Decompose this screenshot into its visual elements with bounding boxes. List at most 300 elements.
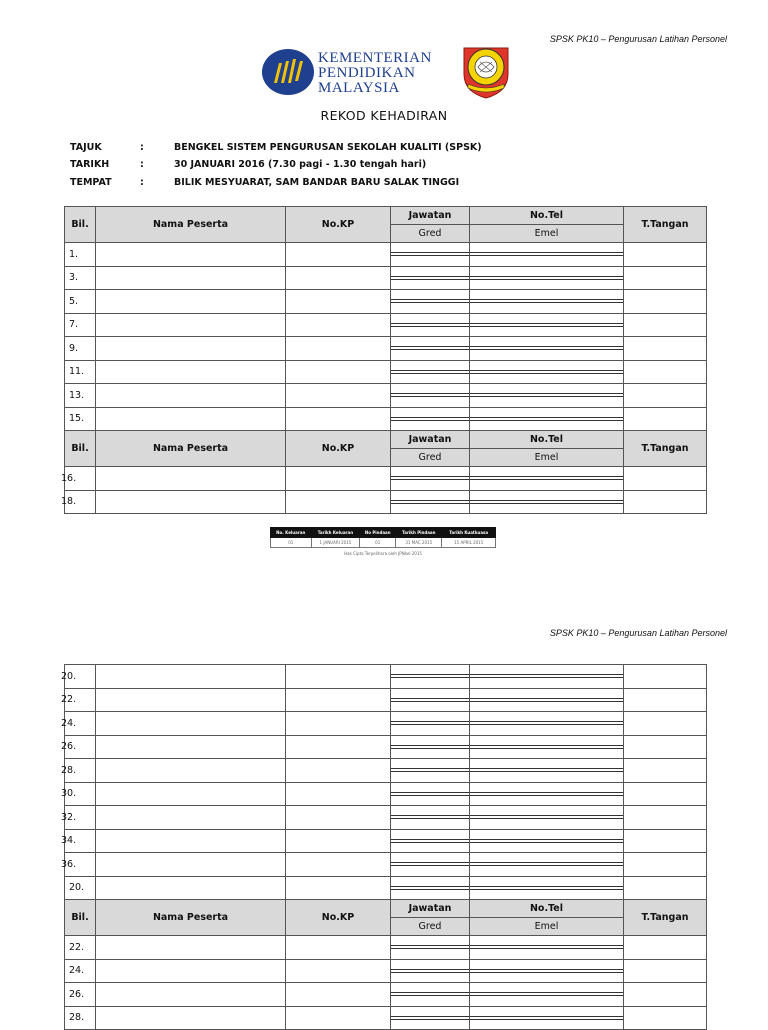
info-separator: : (140, 177, 144, 188)
cell-divider (391, 839, 469, 840)
cell-nokp[interactable] (286, 806, 391, 830)
cell-nokp[interactable] (286, 384, 391, 408)
cell-tandatangan[interactable] (624, 806, 707, 830)
cell-nama[interactable] (96, 829, 286, 853)
cell-jawatan-gred[interactable] (391, 829, 470, 853)
cell-divider (391, 948, 469, 949)
cell-bil: 18. (65, 490, 96, 514)
cell-divider (470, 677, 623, 678)
revision-header: Tarikh Keluaran (311, 528, 360, 538)
cell-jawatan-gred[interactable] (391, 384, 470, 408)
col-header-nama: Nama Peserta (96, 900, 286, 936)
cell-divider (470, 420, 623, 421)
cell-tel-emel[interactable] (470, 490, 624, 514)
col-header-nokp: No.KP (286, 900, 391, 936)
table-row (65, 782, 707, 806)
cell-tel-emel[interactable] (470, 735, 624, 759)
cell-divider (470, 393, 623, 394)
cell-divider (470, 396, 623, 397)
cell-tel-emel[interactable] (470, 290, 624, 314)
cell-bil: 22. (65, 936, 96, 960)
revision-value: 01 (271, 538, 312, 548)
cell-bil: 28. (65, 759, 96, 783)
cell-jawatan-gred[interactable] (391, 853, 470, 877)
cell-tel-emel[interactable] (470, 384, 624, 408)
cell-nama[interactable] (96, 313, 286, 337)
cell-divider (391, 252, 469, 253)
cell-tel-emel[interactable] (470, 782, 624, 806)
cell-bil: 32. (65, 806, 96, 830)
col-header-notel: No.Tel (470, 431, 624, 449)
cell-divider (391, 818, 469, 819)
col-header-nokp: No.KP (286, 431, 391, 467)
cell-tandatangan[interactable] (624, 983, 707, 1007)
cell-jawatan-gred[interactable] (391, 806, 470, 830)
col-header-bil: Bil. (65, 431, 96, 467)
col-header-notel: No.Tel (470, 900, 624, 918)
cell-tandatangan[interactable] (624, 688, 707, 712)
cell-tandatangan[interactable] (624, 876, 707, 900)
cell-divider (391, 721, 469, 722)
cell-divider (470, 500, 623, 501)
cell-divider (391, 748, 469, 749)
cell-nama[interactable] (96, 407, 286, 431)
cell-divider (391, 945, 469, 946)
cell-nokp[interactable] (286, 360, 391, 384)
cell-divider (391, 889, 469, 890)
cell-divider (470, 252, 623, 253)
table-row (65, 360, 707, 384)
cell-nama[interactable] (96, 983, 286, 1007)
cell-bil: 16. (65, 467, 96, 491)
cell-tandatangan[interactable] (624, 467, 707, 491)
cell-divider (391, 396, 469, 397)
cell-divider (470, 745, 623, 746)
col-header-nama: Nama Peserta (96, 207, 286, 243)
cell-divider (470, 255, 623, 256)
table-row (65, 853, 707, 877)
cell-nokp[interactable] (286, 936, 391, 960)
info-separator: : (140, 142, 144, 153)
cell-tel-emel[interactable] (470, 467, 624, 491)
cell-jawatan-gred[interactable] (391, 876, 470, 900)
table-row (65, 688, 707, 712)
col-header-notel: No.Tel (470, 207, 624, 225)
cell-nama[interactable] (96, 735, 286, 759)
cell-tandatangan[interactable] (624, 490, 707, 514)
cell-divider (470, 276, 623, 277)
cell-nama[interactable] (96, 876, 286, 900)
cell-nama[interactable] (96, 337, 286, 361)
table-row (65, 959, 707, 983)
cell-divider (470, 948, 623, 949)
cell-jawatan-gred[interactable] (391, 688, 470, 712)
cell-bil: 7. (65, 313, 96, 337)
cell-divider (391, 795, 469, 796)
table-row (65, 337, 707, 361)
col-header-emel: Emel (470, 918, 624, 936)
cell-jawatan-gred[interactable] (391, 243, 470, 267)
cell-jawatan-gred[interactable] (391, 407, 470, 431)
cell-nokp[interactable] (286, 983, 391, 1007)
cell-tandatangan[interactable] (624, 384, 707, 408)
col-header-jawatan: Jawatan (391, 900, 470, 918)
cell-tel-emel[interactable] (470, 337, 624, 361)
cell-divider (470, 1016, 623, 1017)
col-header-nama: Nama Peserta (96, 431, 286, 467)
cell-tandatangan[interactable] (624, 936, 707, 960)
cell-jawatan-gred[interactable] (391, 313, 470, 337)
cell-nama[interactable] (96, 360, 286, 384)
table-row (65, 876, 707, 900)
cell-divider (391, 674, 469, 675)
cell-tandatangan[interactable] (624, 853, 707, 877)
cell-nokp[interactable] (286, 782, 391, 806)
table-row (65, 266, 707, 290)
table-row (65, 936, 707, 960)
cell-divider (391, 346, 469, 347)
cell-tel-emel[interactable] (470, 665, 624, 689)
cell-divider (470, 373, 623, 374)
cell-nokp[interactable] (286, 712, 391, 736)
attendance-table-page-1 (61, 206, 707, 514)
col-header-jawatan: Jawatan (391, 431, 470, 449)
info-value: BILIK MESYUARAT, SAM BANDAR BARU SALAK TINGGI (174, 177, 460, 188)
cell-bil: 34. (65, 829, 96, 853)
cell-nokp[interactable] (286, 243, 391, 267)
page-header-doc-code: SPSK PK10 – Pengurusan Latihan Personel (549, 34, 727, 44)
ministry-line-1: KEMENTERIAN (318, 50, 432, 66)
cell-tandatangan[interactable] (624, 782, 707, 806)
ministry-line-3: MALAYSIA (318, 80, 400, 96)
cell-bil: 1. (65, 243, 96, 267)
cell-divider (391, 815, 469, 816)
cell-divider (470, 992, 623, 993)
col-header-nokp: No.KP (286, 207, 391, 243)
cell-divider (470, 326, 623, 327)
cell-divider (470, 724, 623, 725)
cell-nama[interactable] (96, 384, 286, 408)
info-value: 30 JANUARI 2016 (7.30 pagi - 1.30 tengah hari) (174, 159, 427, 170)
cell-jawatan-gred[interactable] (391, 782, 470, 806)
cell-divider (470, 972, 623, 973)
cell-jawatan-gred[interactable] (391, 712, 470, 736)
cell-jawatan-gred[interactable] (391, 290, 470, 314)
cell-tandatangan[interactable] (624, 735, 707, 759)
cell-divider (391, 417, 469, 418)
revision-table (270, 527, 496, 548)
table-row (65, 665, 707, 689)
cell-nama[interactable] (96, 266, 286, 290)
cell-divider (391, 792, 469, 793)
cell-divider (391, 393, 469, 394)
cell-divider (391, 276, 469, 277)
cell-divider (391, 255, 469, 256)
cell-divider (470, 349, 623, 350)
cell-jawatan-gred[interactable] (391, 467, 470, 491)
cell-nama[interactable] (96, 959, 286, 983)
col-header-gred: Gred (391, 918, 470, 936)
cell-divider (470, 323, 623, 324)
cell-nokp[interactable] (286, 759, 391, 783)
cell-bil: 24. (65, 712, 96, 736)
info-label: TARIKH (70, 159, 110, 170)
table-row (65, 490, 707, 514)
cell-tandatangan[interactable] (624, 360, 707, 384)
cell-divider (470, 721, 623, 722)
table-header-row (65, 207, 707, 225)
cell-divider (391, 701, 469, 702)
cell-divider (391, 373, 469, 374)
cell-nokp[interactable] (286, 829, 391, 853)
cell-bil: 24. (65, 959, 96, 983)
cell-divider (391, 503, 469, 504)
cell-divider (391, 279, 469, 280)
cell-tel-emel[interactable] (470, 712, 624, 736)
cell-nama[interactable] (96, 665, 286, 689)
cell-jawatan-gred[interactable] (391, 337, 470, 361)
cell-divider (391, 992, 469, 993)
table-row (65, 712, 707, 736)
cell-divider (470, 748, 623, 749)
table-row (65, 243, 707, 267)
cell-divider (391, 886, 469, 887)
table-row (65, 806, 707, 830)
cell-divider (391, 972, 469, 973)
ministry-name (318, 51, 432, 96)
cell-divider (470, 889, 623, 890)
cell-divider (470, 479, 623, 480)
cell-nokp[interactable] (286, 490, 391, 514)
cell-jawatan-gred[interactable] (391, 1006, 470, 1030)
cell-nokp[interactable] (286, 688, 391, 712)
cell-divider (391, 326, 469, 327)
cell-nokp[interactable] (286, 959, 391, 983)
cell-bil: 22. (65, 688, 96, 712)
cell-tandatangan[interactable] (624, 313, 707, 337)
cell-nama[interactable] (96, 1006, 286, 1030)
cell-divider (470, 768, 623, 769)
cell-nama[interactable] (96, 688, 286, 712)
cell-tandatangan[interactable] (624, 290, 707, 314)
cell-divider (391, 476, 469, 477)
cell-nokp[interactable] (286, 467, 391, 491)
cell-divider (391, 323, 469, 324)
cell-divider (391, 479, 469, 480)
cell-tandatangan[interactable] (624, 759, 707, 783)
cell-tel-emel[interactable] (470, 313, 624, 337)
page-header-doc-code-2: SPSK PK10 – Pengurusan Latihan Personel (549, 628, 727, 638)
cell-jawatan-gred[interactable] (391, 735, 470, 759)
cell-tel-emel[interactable] (470, 759, 624, 783)
cell-divider (391, 302, 469, 303)
cell-divider (470, 862, 623, 863)
cell-divider (391, 677, 469, 678)
col-header-emel: Emel (470, 449, 624, 467)
cell-nokp[interactable] (286, 665, 391, 689)
info-label: TEMPAT (70, 177, 112, 188)
cell-divider (391, 862, 469, 863)
cell-divider (470, 886, 623, 887)
cell-tel-emel[interactable] (470, 959, 624, 983)
cell-tandatangan[interactable] (624, 665, 707, 689)
revision-value: 31 MAC 2015 (396, 538, 442, 548)
col-header-jawatan: Jawatan (391, 207, 470, 225)
document-title: REKOD KEHADIRAN (320, 108, 448, 123)
cell-tel-emel[interactable] (470, 407, 624, 431)
cell-nama[interactable] (96, 782, 286, 806)
cell-tel-emel[interactable] (470, 1006, 624, 1030)
cell-jawatan-gred[interactable] (391, 759, 470, 783)
cell-nokp[interactable] (286, 407, 391, 431)
cell-divider (470, 279, 623, 280)
table-row (65, 735, 707, 759)
cell-divider (470, 698, 623, 699)
info-label: TAJUK (70, 142, 102, 153)
revision-header: No. Keluaran (271, 528, 312, 538)
table-row (65, 983, 707, 1007)
cell-jawatan-gred[interactable] (391, 936, 470, 960)
cell-nokp[interactable] (286, 337, 391, 361)
table-header-row (65, 431, 707, 449)
cell-divider (391, 995, 469, 996)
cell-tel-emel[interactable] (470, 360, 624, 384)
cell-divider (470, 417, 623, 418)
cell-tel-emel[interactable] (470, 243, 624, 267)
cell-tandatangan[interactable] (624, 243, 707, 267)
cell-divider (391, 698, 469, 699)
table-header-row (65, 900, 707, 918)
col-header-gred: Gred (391, 449, 470, 467)
cell-nama[interactable] (96, 467, 286, 491)
cell-tel-emel[interactable] (470, 936, 624, 960)
cell-jawatan-gred[interactable] (391, 266, 470, 290)
cell-nama[interactable] (96, 712, 286, 736)
school-seal-logo (458, 40, 514, 100)
cell-bil: 11. (65, 360, 96, 384)
cell-nama[interactable] (96, 936, 286, 960)
cell-divider (391, 724, 469, 725)
cell-divider (470, 674, 623, 675)
cell-nama[interactable] (96, 853, 286, 877)
cell-divider (470, 771, 623, 772)
cell-tandatangan[interactable] (624, 829, 707, 853)
cell-bil: 20. (65, 876, 96, 900)
cell-divider (470, 476, 623, 477)
cell-divider (391, 771, 469, 772)
cell-bil: 15. (65, 407, 96, 431)
cell-tel-emel[interactable] (470, 829, 624, 853)
cell-divider (470, 818, 623, 819)
cell-divider (470, 795, 623, 796)
table-row (65, 1006, 707, 1030)
cell-divider (470, 815, 623, 816)
cell-bil: 9. (65, 337, 96, 361)
table-row (65, 313, 707, 337)
cell-divider (470, 839, 623, 840)
cell-nama[interactable] (96, 806, 286, 830)
cell-tandatangan[interactable] (624, 1006, 707, 1030)
revision-value: 01 (360, 538, 396, 548)
col-header-bil: Bil. (65, 900, 96, 936)
cell-nokp[interactable] (286, 290, 391, 314)
cell-tandatangan[interactable] (624, 407, 707, 431)
info-separator: : (140, 159, 144, 170)
cell-nokp[interactable] (286, 1006, 391, 1030)
cell-tel-emel[interactable] (470, 806, 624, 830)
cell-nokp[interactable] (286, 266, 391, 290)
cell-divider (470, 865, 623, 866)
cell-jawatan-gred[interactable] (391, 490, 470, 514)
cell-divider (470, 995, 623, 996)
cell-divider (391, 745, 469, 746)
cell-tandatangan[interactable] (624, 959, 707, 983)
revision-header: Tarikh Pindaan (396, 528, 442, 538)
cell-jawatan-gred[interactable] (391, 665, 470, 689)
cell-divider (470, 346, 623, 347)
attendance-table-page-2 (61, 664, 707, 1030)
cell-divider (391, 370, 469, 371)
cell-bil: 36. (65, 853, 96, 877)
cell-tandatangan[interactable] (624, 337, 707, 361)
cell-divider (391, 842, 469, 843)
cell-nokp[interactable] (286, 735, 391, 759)
cell-nokp[interactable] (286, 853, 391, 877)
cell-tandatangan[interactable] (624, 266, 707, 290)
ministry-line-2: PENDIDIKAN (318, 65, 416, 81)
col-header-emel: Emel (470, 225, 624, 243)
table-row (65, 290, 707, 314)
cell-nama[interactable] (96, 243, 286, 267)
cell-nokp[interactable] (286, 313, 391, 337)
cell-tel-emel[interactable] (470, 853, 624, 877)
cell-nama[interactable] (96, 490, 286, 514)
cell-tel-emel[interactable] (470, 266, 624, 290)
cell-tel-emel[interactable] (470, 983, 624, 1007)
cell-nama[interactable] (96, 290, 286, 314)
cell-jawatan-gred[interactable] (391, 983, 470, 1007)
table-row (65, 829, 707, 853)
cell-tel-emel[interactable] (470, 688, 624, 712)
revision-header: No Pindaan (360, 528, 396, 538)
cell-divider (391, 768, 469, 769)
revision-header: Tarikh Kuatkuasa (442, 528, 496, 538)
cell-tel-emel[interactable] (470, 876, 624, 900)
cell-divider (391, 1019, 469, 1020)
cell-divider (391, 299, 469, 300)
cell-divider (470, 792, 623, 793)
col-header-tandatangan: T.Tangan (624, 900, 707, 936)
cell-divider (470, 842, 623, 843)
cell-divider (470, 701, 623, 702)
cell-jawatan-gred[interactable] (391, 959, 470, 983)
cell-nama[interactable] (96, 759, 286, 783)
cell-divider (470, 302, 623, 303)
revision-value: 15 APRIL 2015 (442, 538, 496, 548)
cell-jawatan-gred[interactable] (391, 360, 470, 384)
ministry-logo (262, 47, 432, 97)
cell-nokp[interactable] (286, 876, 391, 900)
col-header-tandatangan: T.Tangan (624, 431, 707, 467)
cell-tandatangan[interactable] (624, 712, 707, 736)
revision-value: 1 JANUARI 2015 (311, 538, 360, 548)
cell-divider (391, 969, 469, 970)
cell-bil: 5. (65, 290, 96, 314)
cell-divider (391, 865, 469, 866)
cell-bil: 26. (65, 735, 96, 759)
cell-bil: 28. (65, 1006, 96, 1030)
cell-divider (470, 299, 623, 300)
